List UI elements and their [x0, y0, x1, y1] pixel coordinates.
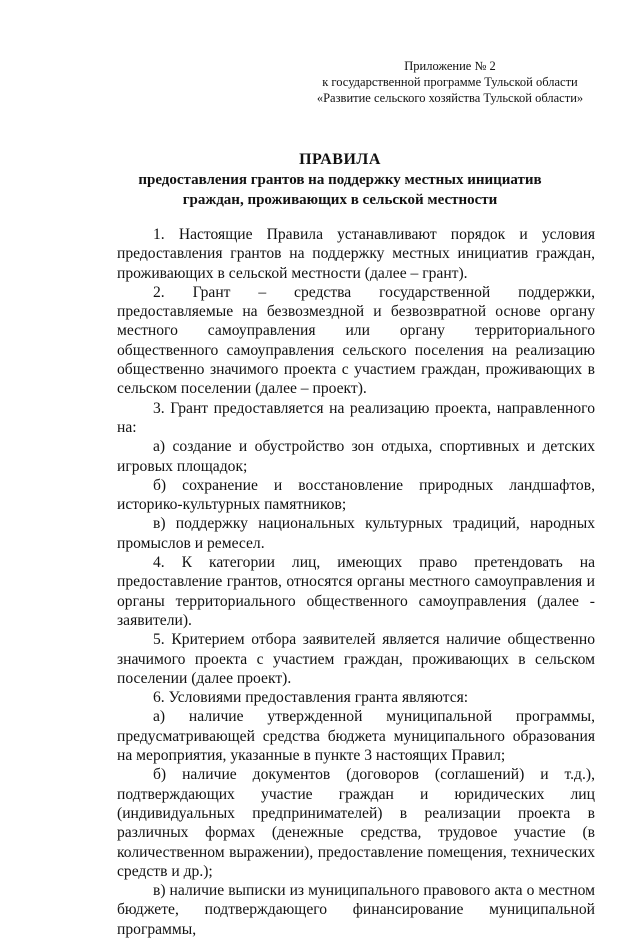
title-sub-line1: предоставления грантов на поддержку местных инициатив — [138, 172, 542, 188]
paragraph-6c: в) наличие выписки из муниципального правового акта о местном бюджете, подтверждающего финансирование муниципальной программы, — [117, 882, 595, 938]
paragraph-6b: б) наличие документов (договоров (соглашений) и т.д.), подтверждающих участие граждан и юридических лиц (индивидуальных предпринимателей) в реализации проекта в различных формах (денежные средства, трудовое участие (в количественном выражении), предоставление помещения, технических средств и др.); — [117, 766, 595, 880]
paragraph-6: 6. Условиями предоставления гранта являются: — [153, 689, 469, 707]
paragraph-5: 5. Критерием отбора заявителей является наличие общественно значимого проекта с участием граждан, проживающих в сельском поселении (далее проект). — [117, 631, 595, 687]
paragraph-3a: а) создание и обустройство зон отдыха, спортивных и детских игровых площадок; — [117, 438, 595, 475]
paragraph-3b: б) сохранение и восстановление природных ландшафтов, историко-культурных памятников; — [117, 476, 595, 514]
annex-number: Приложение № 2 — [404, 59, 496, 73]
title-main: ПРАВИЛА — [299, 151, 381, 168]
title-sub-line2: граждан, проживающих в сельской местности — [182, 192, 498, 208]
document-body — [117, 225, 595, 939]
paragraph-2: 2. Грант – средства государственной поддержки, предоставляемые на безвозмездной и безвозвратной основе органу местного самоуправления или органу территориального общественного самоуправления сельского поселения на реализацию общественно значимого проекта с участием граждан, проживающих в сельском поселении (далее – проект). — [117, 283, 595, 398]
annex-header — [300, 58, 600, 106]
paragraph-3: 3. Грант предоставляется на реализацию проекта, направленного на: — [117, 399, 595, 436]
document-title — [105, 150, 575, 210]
paragraph-4: 4. К категории лиц, имеющих право претендовать на предоставление грантов, относятся органы местного самоуправления и органы территориального общественного самоуправления (далее - заявители). — [117, 554, 595, 629]
paragraph-6a: а) наличие утвержденной муниципальной программы, предусматривающей средства бюджета муниципального образования на мероприятия, указанные в пункте 3 настоящих Правил; — [117, 708, 595, 765]
annex-program-ref: к государственной программе Тульской области — [322, 75, 578, 89]
annex-program-name: «Развитие сельского хозяйства Тульской области» — [316, 91, 584, 105]
paragraph-1: 1. Настоящие Правила устанавливают порядок и условия предоставления грантов на поддержку местных инициатив граждан, проживающих в сельской местности (далее – грант). — [117, 226, 595, 282]
paragraph-3c: в) поддержку национальных культурных традиций, народных промыслов и ремесел. — [117, 515, 595, 552]
